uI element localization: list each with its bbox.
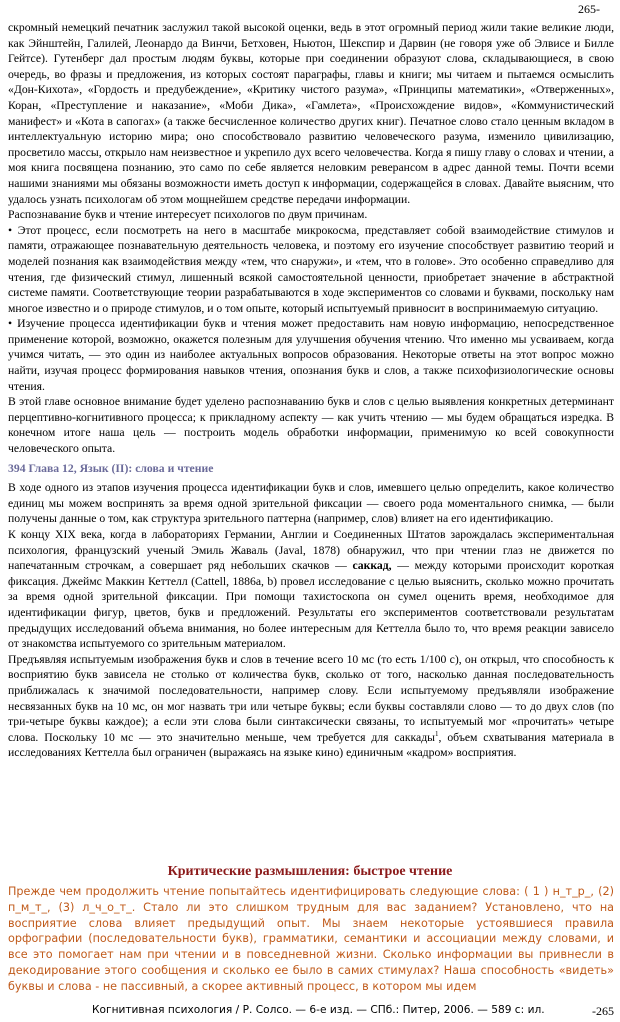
sidebar-box-title: Критические размышления: быстрое чтение xyxy=(167,864,453,879)
sidebar-box-text: Прежде чем продолжить чтение попытайтесь идентифицировать следующие слова: ( 1 ) н_т_р_, (2) п_м_т_, (3) л_ч_о_т_. Стало ли это слишком трудным для вас заданием? Установлено, что на восприятие слова влияет предыдущий опыт. Мы знаем некоторые устоявшиеся правила орфографии (последовательности букв), грамматики, семантики и ассоциации между словами, и все это помогает нам при чтении и в повседневной жизни. Сколько информации вы привнесли в декодирование этого сообщения и сколько ее было в самих стимулах? Наша способность «видеть» буквы и слова - не пассивный, а скорее активный процесс, в котором мы идем xyxy=(8,885,614,993)
paragraph: В ходе одного из этапов изучения процесса идентификации букв и слов, имевшего целью определить, какое количество единиц мы можем воспринять за время одной зрительной фиксации — своего рода моментального снимка, — были получены данные о том, как структура зрительного паттерна (например, слов) влияет на его идентификацию. xyxy=(8,481,614,526)
text-span: Предъявляя испытуемым изображения букв и слов в течение всего 10 мс (то есть 1/100 с), он открыл, что способность к восприятию букв зависела не столько от количества букв, сколько от того, насколько данная последовательность приближалась к значимой последовательности, например слову. Если испытуемому предъявляли изображение несвязанных букв на 10 мс, он мог назвать три или четыре буквы; если буквы составляли слово — то до двух слов (по три-четыре буквы каждое); а если эти слова были синтаксически связаны, то испытуемый мог «прочитать» четыре слова. Поскольку 10 мс — это значительно меньше, чем требуется для саккады xyxy=(8,652,614,744)
main-text xyxy=(8,20,614,761)
paragraph: • Изучение процесса идентификации букв и чтения может предоставить нам новую информацию, непосредственное применение которой, возможно, окажется полезным для улучшения обучения чтению. Что именно мы усваиваем, когда учимся читать, — это один из наиболее актуальных вопросов образования. Некоторые ответы на этот вопрос можно найти, изучая процесс формирования навыков чтения, опознания букв и слов, а также психофизиологические основы чтения. xyxy=(8,317,614,393)
paragraph: скромный немецкий печатник заслужил такой высокой оценки, ведь в этот огромный период жили такие великие люди, как Эйнштейн, Галилей, Леонардо да Винчи, Бетховен, Ньютон, Шекспир и Дарвин (не говоря уже об Элвисе и Билле Гейтсе). Гутенберг дал простым людям буквы, которые при соединении образуют слова, складывающиеся, в свою очередь, во фразы и предложения, из которых состоят параграфы, главы и книги; мы читаем и пытаемся осмыслить «Дон-Кихота», «Гордость и предубеждение», «Критику чистого разума», «Принципы математики», «Отверженных», Коран, «Преступление и наказание», «Моби Дика», «Гамлета», «Происхождение видов», «Коммунистический манифест» и «Кота в сапогах» (а также бесчисленное количество других книг). Печатное слово стало ценным вкладом в интеллектуальную историю мира; оно способствовало развитию человеческого разума, изменило цивилизацию, просветило массы, открыло нам неизвестное и укрепило дух всего человечества. Когда я пишу главу о словах и чтении, а моя книга посвящена познанию, это само по себе является неловким реверансом в адрес данной темы. Почти всеми нашими знаниями мы обязаны возможности иметь доступ к информации, содержащейся в словах. Давайте выясним, что удалось узнать психологам об этом мощнейшем средстве передачи информации. xyxy=(8,21,614,206)
text-span: — между которыми происходит короткая фиксация. Джеймс Маккин Кеттелл (Cattell, 1886a, b) провел исследование с целью выяснить, сколько можно прочитать за время одной зрительной фиксации. При помощи тахистоскопа он сумел оценить время, необходимое для идентификации фигур, цветов, букв и предложений. Результаты его экспериментов соответствовали результатам предыдущих исследований объема внимания, но более интересным для Кеттелла было то, что время реакции зависело от знакомства испытуемого со зрительным материалом. xyxy=(8,559,614,651)
paragraph-saccade xyxy=(8,527,614,652)
page-number-top: 265- xyxy=(578,2,600,16)
page-number-bottom: -265 xyxy=(592,1004,614,1018)
footnote-ref[interactable]: 1 xyxy=(435,729,439,738)
paragraph-cattell xyxy=(8,652,614,761)
paragraph: В этой главе основное внимание будет уделено распознаванию букв и слов с целью выявления конкретных детерминант перцептивно-когнитивного процесса; к прикладному аспекту — как учить чтению — мы будем обращаться изредка. В конечном итоге наша цель — построить модель обработки информации, применимую ко всей совокупности человеческого опыта. xyxy=(8,395,614,456)
chapter-section-heading: 394 Глава 12, Язык (II): слова и чтение xyxy=(8,461,214,475)
paragraph: • Этот процесс, если посмотреть на него в масштабе микрокосма, представляет собой взаимодействие стимулов и памяти, отражающее познавательную деятельность человека, и поэтому его изучение способствует развитию теорий и моделей познания как взаимодействия между «тем, что снаружи», и «тем, что в голове». Это особенно справедливо для чтения, где физический стимул, лишенный всякой самостоятельной ценности, приобретает значение в абстрактной системе памяти. Соответствующие теории разрабатываются в ходе экспериментов со словами и буквами, поскольку нам многое известно и о природе стимулов, и о том опыте, который испытуемый привносит в воспринимаемую ситуацию. xyxy=(8,223,614,315)
text-span: К концу XIX века, когда в лабораториях Германии, Англии и Соединенных Штатов зарождалась экспериментальная психология, французский ученый Эмиль Жаваль (Javal, 1878) обнаружил, что при чтении глаз не движется по напечатанным строчкам, а совершает ряд небольших скачков — xyxy=(8,528,614,573)
text-span: , объем схватывания материала в исследованиях Кеттелла был ограничен (выражаясь на языке кино) единичным «кадром» восприятия. xyxy=(8,730,614,760)
paragraph: Распознавание букв и чтение интересует психологов по двум причинам. xyxy=(8,208,368,222)
book-citation-footer: Когнитивная психология / Р. Солсо. — 6-е изд. — СПб.: Питер, 2006. — 589 с: ил. xyxy=(92,1004,545,1016)
term-saccade: саккад, xyxy=(352,559,392,573)
